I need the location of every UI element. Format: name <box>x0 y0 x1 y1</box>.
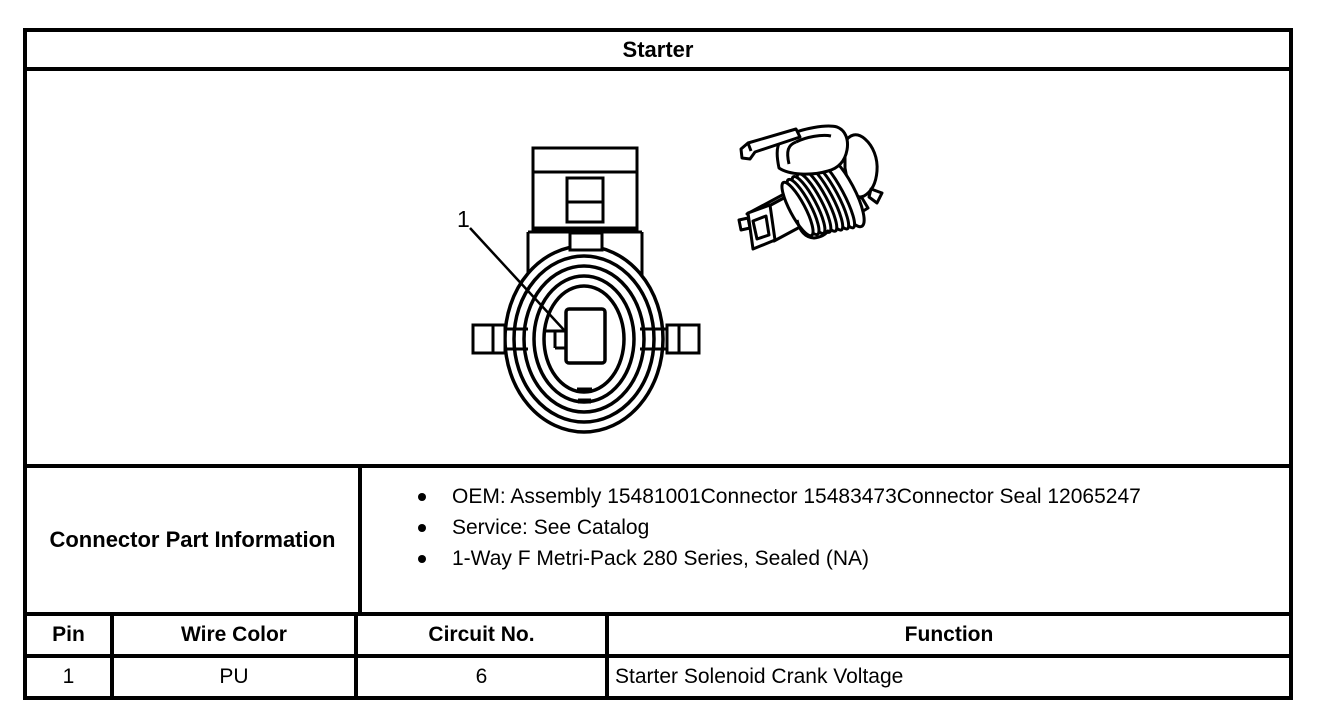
cell-wire-color: PU <box>114 658 358 696</box>
connector-part-info-label: Connector Part Information <box>27 468 362 612</box>
oem-info-text: OEM: Assembly 15481001Connector 15483473Connector Seal 12065247 <box>452 484 1141 508</box>
bullet-icon <box>418 524 426 532</box>
cell-circuit-no: 6 <box>358 658 609 696</box>
list-item <box>362 512 1289 543</box>
service-info-text: Service: See Catalog <box>452 515 650 539</box>
title-bar <box>23 28 1293 71</box>
pin-table-data-row <box>23 658 1293 700</box>
header-function: Function <box>904 623 994 646</box>
connector-part-info-list <box>362 468 1289 612</box>
pin-table-header-row <box>23 616 1293 658</box>
cell-function: Starter Solenoid Crank Voltage <box>615 665 904 688</box>
header-pin: Pin <box>27 616 114 654</box>
series-info-text: 1-Way F Metri-Pack 280 Series, Sealed (NA) <box>452 546 870 570</box>
connector-part-info-row <box>23 468 1293 616</box>
callout-label: 1 <box>457 206 470 232</box>
list-item <box>362 481 1289 512</box>
list-item <box>362 543 1289 574</box>
header-circuit-no: Circuit No. <box>358 616 609 654</box>
cell-pin: 1 <box>27 658 114 696</box>
bullet-icon <box>418 493 426 501</box>
diagram-cell <box>23 71 1293 468</box>
bullet-icon <box>418 555 426 563</box>
header-wire-color: Wire Color <box>114 616 358 654</box>
page-title: Starter <box>622 36 694 62</box>
